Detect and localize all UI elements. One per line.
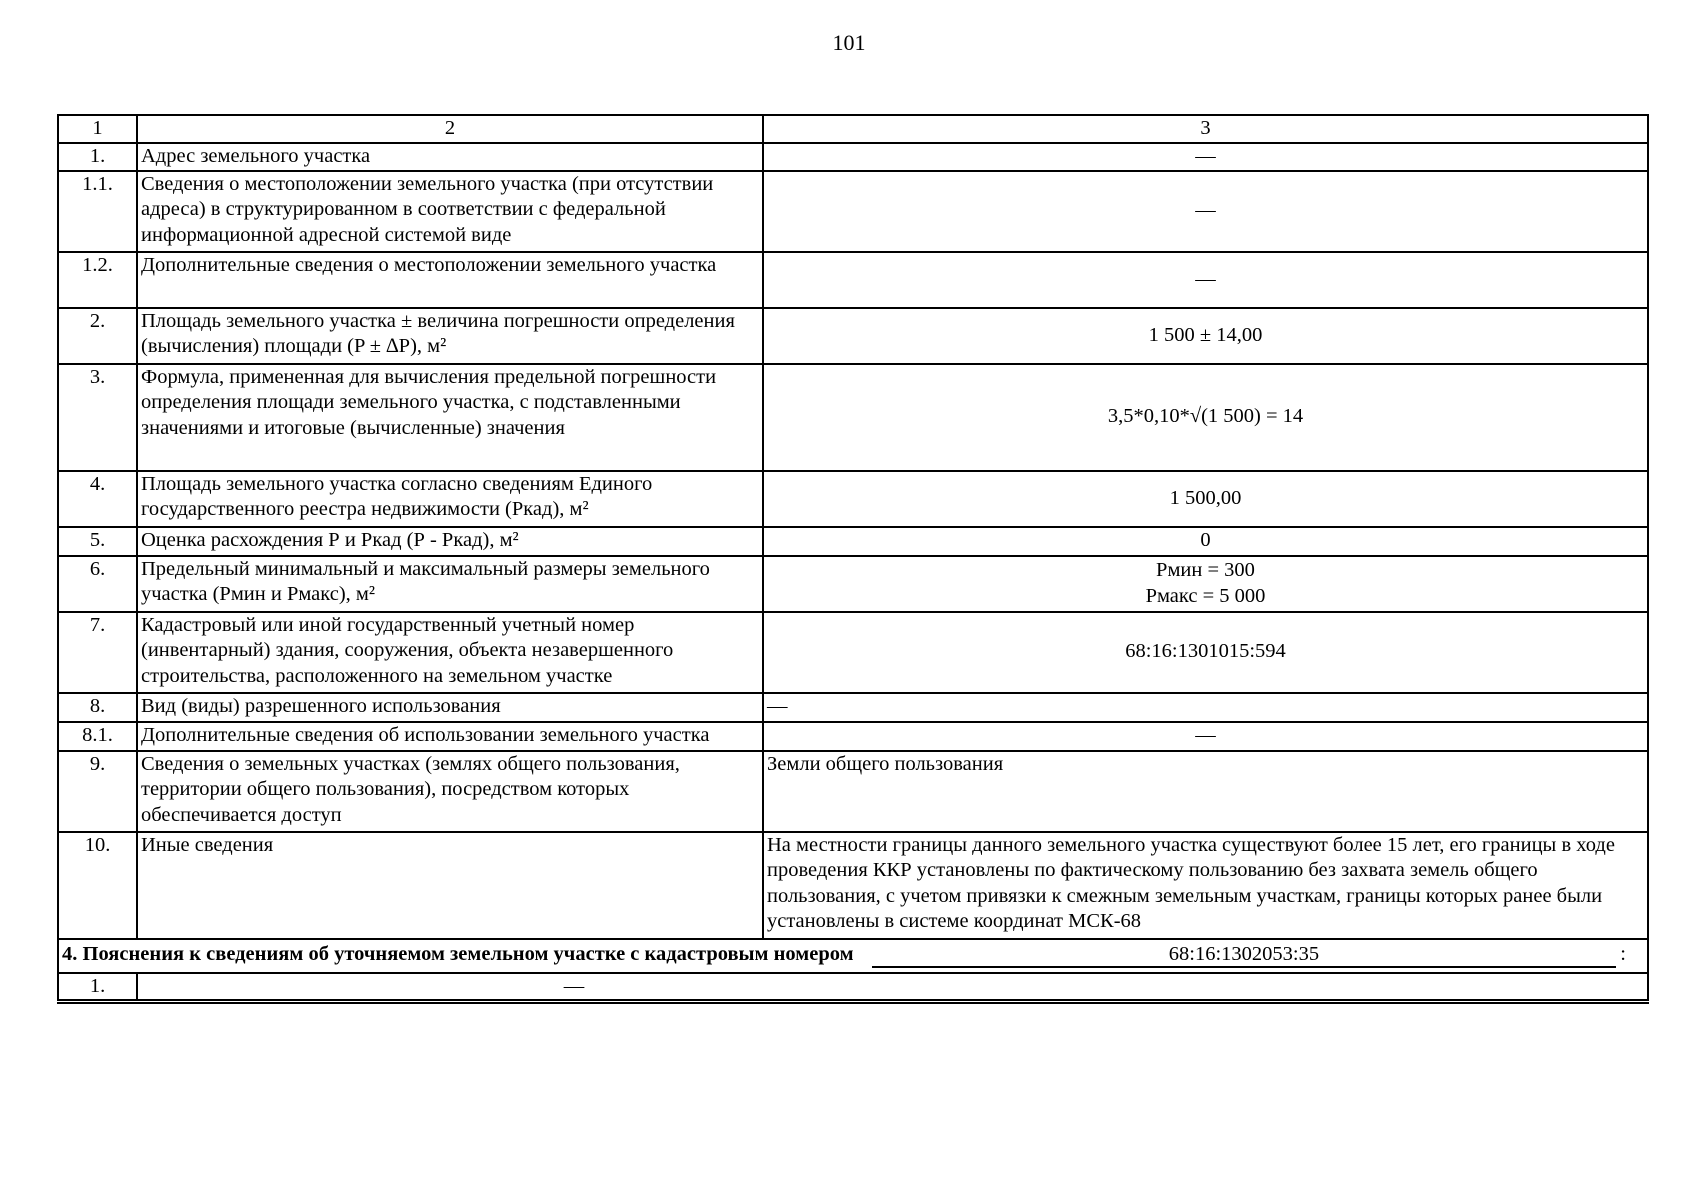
row-number: 8.1. [58, 722, 137, 751]
row-number: 1. [58, 973, 137, 1002]
row-value: 1 500 ± 14,00 [763, 308, 1648, 364]
table-row [58, 527, 1648, 556]
table-row [58, 832, 1648, 939]
table-row [58, 252, 1648, 308]
row-value: — [763, 252, 1648, 308]
row-number: 1.1. [58, 171, 137, 252]
row-value: 68:16:1301015:594 [763, 612, 1648, 693]
row-number: 6. [58, 556, 137, 612]
table-header-row [58, 115, 1648, 143]
section-4-colon: : [1620, 943, 1626, 965]
header-col-1: 1 [58, 115, 137, 143]
section-4-header [58, 939, 1648, 973]
section-4-title: 4. Пояснения к сведениям об уточняемом земельном участке с кадастровым номером [62, 943, 854, 965]
row-label: Площадь земельного участка согласно сведениям Единого государственного реестра недвижимости (Ркад), м² [137, 471, 763, 527]
row-number: 8. [58, 693, 137, 722]
header-col-3: 3 [763, 115, 1648, 143]
row-value: 3,5*0,10*√(1 500) = 14 [763, 364, 1648, 471]
row-label: Иные сведения [137, 832, 763, 939]
row-value [763, 556, 1648, 612]
row-number: 3. [58, 364, 137, 471]
row-number: 4. [58, 471, 137, 527]
row-label: Вид (виды) разрешенного использования [137, 693, 763, 722]
row-label: Дополнительные сведения об использовании земельного участка [137, 722, 763, 751]
row-value: — [137, 973, 1648, 1002]
section-4-line [62, 942, 1644, 968]
header-col-2: 2 [137, 115, 763, 143]
land-plot-table [57, 114, 1649, 1004]
table-row [58, 973, 1648, 1002]
row-label: Предельный минимальный и максимальный размеры земельного участка (Pмин и Pмакс), м² [137, 556, 763, 612]
row-label: Формула, примененная для вычисления предельной погрешности определения площади земельного участка, с подставленными значениями и итоговые (вычисленные) значения [137, 364, 763, 471]
table-row [58, 308, 1648, 364]
row-label: Сведения о земельных участках (землях общего пользования, территории общего пользования), посредством которых обеспечивается доступ [137, 751, 763, 832]
section-4-cell [58, 939, 1648, 973]
row-label: Площадь земельного участка ± величина погрешности определения (вычисления) площади (P ± ∆P), м² [137, 308, 763, 364]
table-row [58, 722, 1648, 751]
row-number: 5. [58, 527, 137, 556]
size-max: Pмакс = 5 000 [1145, 584, 1266, 607]
row-value: 1 500,00 [763, 471, 1648, 527]
row-value: — [763, 693, 1648, 722]
row-label: Дополнительные сведения о местоположении земельного участка [137, 252, 763, 308]
row-number: 10. [58, 832, 137, 939]
row-number: 1. [58, 143, 137, 171]
row-label: Адрес земельного участка [137, 143, 763, 171]
page-number: 101 [832, 30, 866, 55]
table-row [58, 612, 1648, 693]
row-label: Оценка расхождения Р и Ркад (Р - Ркад), м² [137, 527, 763, 556]
table-row [58, 751, 1648, 832]
table-row [58, 364, 1648, 471]
size-min: Pмин = 300 [1156, 559, 1255, 581]
cadastral-number: 68:16:1302053:35 [872, 942, 1617, 968]
table-row [58, 471, 1648, 527]
table-row [58, 171, 1648, 252]
table-row [58, 143, 1648, 171]
row-value: 0 [763, 527, 1648, 556]
row-number: 7. [58, 612, 137, 693]
row-label: Сведения о местоположении земельного участка (при отсутствии адреса) в структурированном в соответствии с федеральной информационной адресной системой виде [137, 171, 763, 252]
row-number: 2. [58, 308, 137, 364]
row-value: Земли общего пользования [763, 751, 1648, 832]
row-value: — [763, 722, 1648, 751]
row-number: 9. [58, 751, 137, 832]
table-row [58, 693, 1648, 722]
row-number: 1.2. [58, 252, 137, 308]
row-value: На местности границы данного земельного участка существуют более 15 лет, его границы в ходе проведения ККР установлены по фактическому пользованию без захвата земель общего пользования, с учетом привязки к смежным земельным участкам, границы которых ранее были установлены в системе координат МСК-68 [763, 832, 1648, 939]
row-value: — [763, 143, 1648, 171]
row-value: — [763, 171, 1648, 252]
row-label: Кадастровый или иной государственный учетный номер (инвентарный) здания, сооружения, объекта незавершенного строительства, расположенного на земельном участке [137, 612, 763, 693]
table-row [58, 556, 1648, 612]
